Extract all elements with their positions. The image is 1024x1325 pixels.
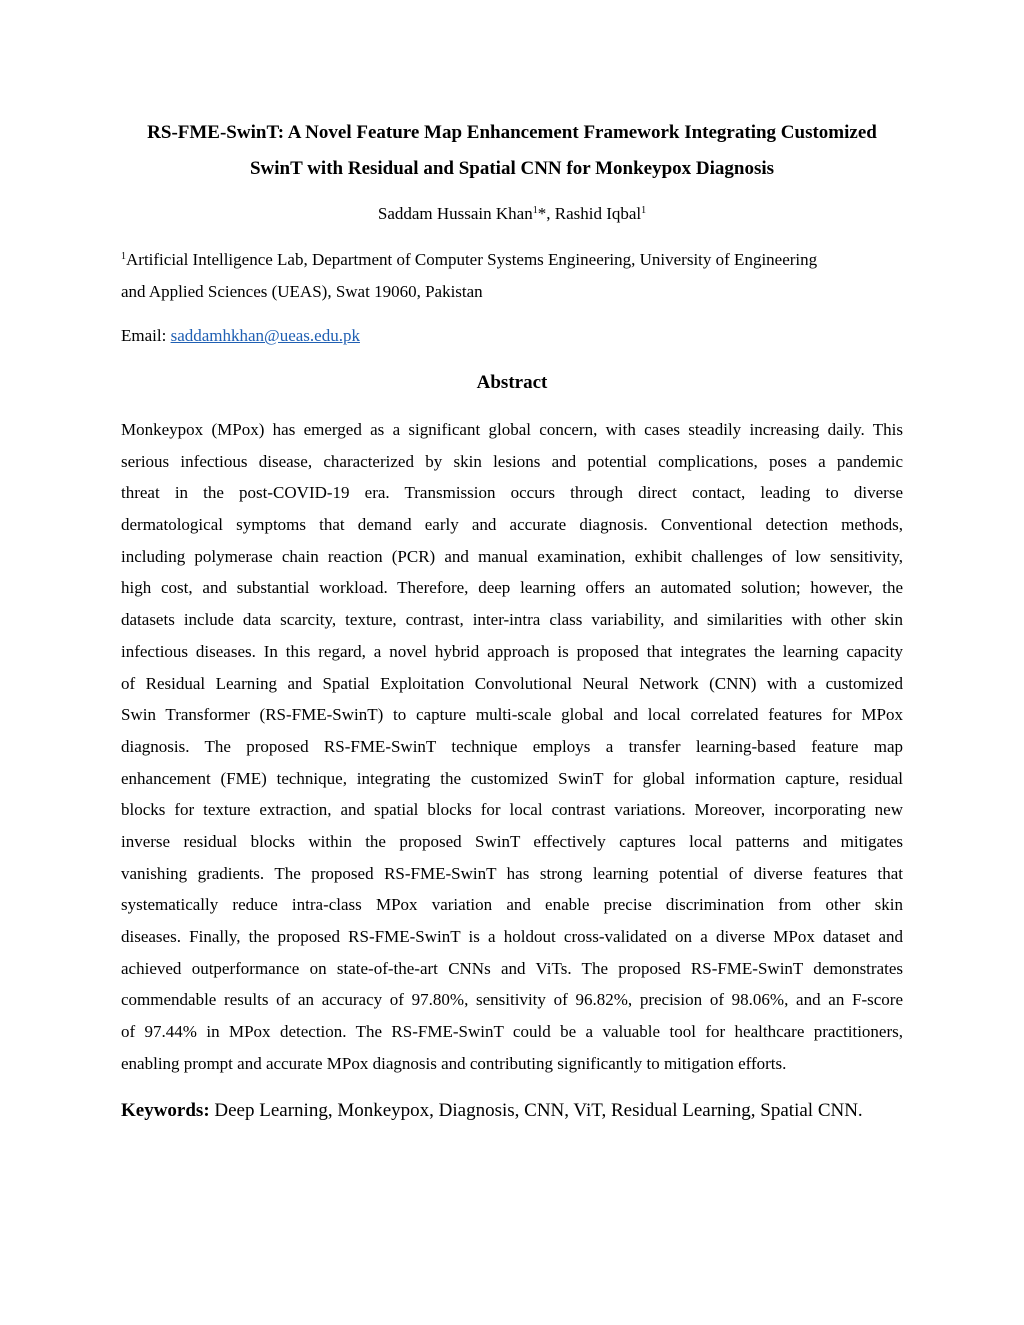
keywords <box>121 1096 911 1126</box>
abstract-line: of Residual Learning and Spatial Exploitation Convolutional Neural Network (CNN) with a customized <box>121 673 903 693</box>
abstract-line: including polymerase chain reaction (PCR) and manual examination, exhibit challenges of low sensitivity, <box>121 546 903 566</box>
abstract-line: enhancement (FME) technique, integrating the customized SwinT for global information capture, residual <box>121 768 903 788</box>
abstract-line: threat in the post-COVID-19 era. Transmission occurs through direct contact, leading to diverse <box>121 483 903 503</box>
abstract-line: diseases. Finally, the proposed RS-FME-SwinT is a holdout cross-validated on a diverse MPox dataset and <box>121 927 903 946</box>
abstract-line: achieved outperformance on state-of-the-art CNNs and ViTs. The proposed RS-FME-SwinT demonstrates <box>121 958 903 978</box>
abstract-line: commendable results of an accuracy of 97.80%, sensitivity of 96.82%, precision of 98.06%, and an F-score <box>121 990 903 1010</box>
email-label: Email: <box>121 326 171 345</box>
abstract-line: blocks for texture extraction, and spatial blocks for local contrast variations. Moreover, incorporating new <box>121 800 903 820</box>
author-2-affiliation-mark: 1 <box>641 205 647 216</box>
abstract-heading: Abstract <box>476 372 548 393</box>
affiliation-mark: 1 <box>121 251 126 262</box>
affiliation-line-1 <box>121 244 911 276</box>
affiliation-line-2: and Applied Sciences (UEAS), Swat 19060, Pakistan <box>121 282 483 301</box>
email-link[interactable]: saddamhkhan@ueas.edu.pk <box>170 326 360 345</box>
author-1-affiliation-mark: 1 <box>532 205 538 216</box>
affiliation <box>121 244 911 308</box>
abstract-line: datasets include data scarcity, texture, contrast, inter-intra class variability, and similarities with other skin <box>121 610 903 630</box>
abstract-line: inverse residual blocks within the proposed SwinT effectively captures local patterns and mitigates <box>121 831 903 851</box>
abstract-line: serious infectious disease, characterized by skin lesions and potential complications, poses a pandemic <box>121 451 903 471</box>
abstract-line: high cost, and substantial workload. Therefore, deep learning offers an automated solution; however, the <box>121 578 903 598</box>
affiliation-text-1: Artificial Intelligence Lab, Department of Computer Systems Engineering, University of Engineering <box>126 250 818 269</box>
corresponding-author-mark: *, <box>537 204 555 223</box>
keywords-label: Keywords: <box>121 1100 210 1121</box>
abstract-line: vanishing gradients. The proposed RS-FME-SwinT has strong learning potential of diverse features that <box>121 863 903 883</box>
abstract-line: systematically reduce intra-class MPox variation and enable precise discrimination from other skin <box>121 895 903 915</box>
author-name-2: Rashid Iqbal <box>554 204 642 223</box>
abstract-line: Monkeypox (MPox) has emerged as a significant global concern, with cases steadily increasing daily. This <box>121 420 903 439</box>
author-list <box>100 200 924 228</box>
keywords-list: Deep Learning, Monkeypox, Diagnosis, CNN, ViT, Residual Learning, Spatial CNN. <box>209 1100 863 1121</box>
abstract-line: dermatological symptoms that demand early and accurate diagnosis. Conventional detection methods, <box>121 515 903 535</box>
abstract-line: enabling prompt and accurate MPox diagnosis and contributing significantly to mitigation efforts. <box>121 1053 787 1073</box>
title-line-1: RS-FME-SwinT: A Novel Feature Map Enhancement Framework Integrating Customized <box>147 122 877 143</box>
abstract-body <box>121 414 903 1079</box>
paper-title <box>100 115 924 187</box>
abstract-line: Swin Transformer (RS-FME-SwinT) to capture multi-scale global and local correlated features for MPox <box>121 705 903 725</box>
abstract-line: infectious diseases. In this regard, a novel hybrid approach is proposed that integrates the learning capacity <box>121 641 903 661</box>
abstract-line: diagnosis. The proposed RS-FME-SwinT technique employs a transfer learning-based feature map <box>121 736 903 756</box>
title-line-2: SwinT with Residual and Spatial CNN for Monkeypox Diagnosis <box>249 158 775 179</box>
abstract-line: of 97.44% in MPox detection. The RS-FME-SwinT could be a valuable tool for healthcare practitioners, <box>121 1022 903 1042</box>
email-line <box>121 322 360 350</box>
author-name-1: Saddam Hussain Khan <box>377 204 533 223</box>
